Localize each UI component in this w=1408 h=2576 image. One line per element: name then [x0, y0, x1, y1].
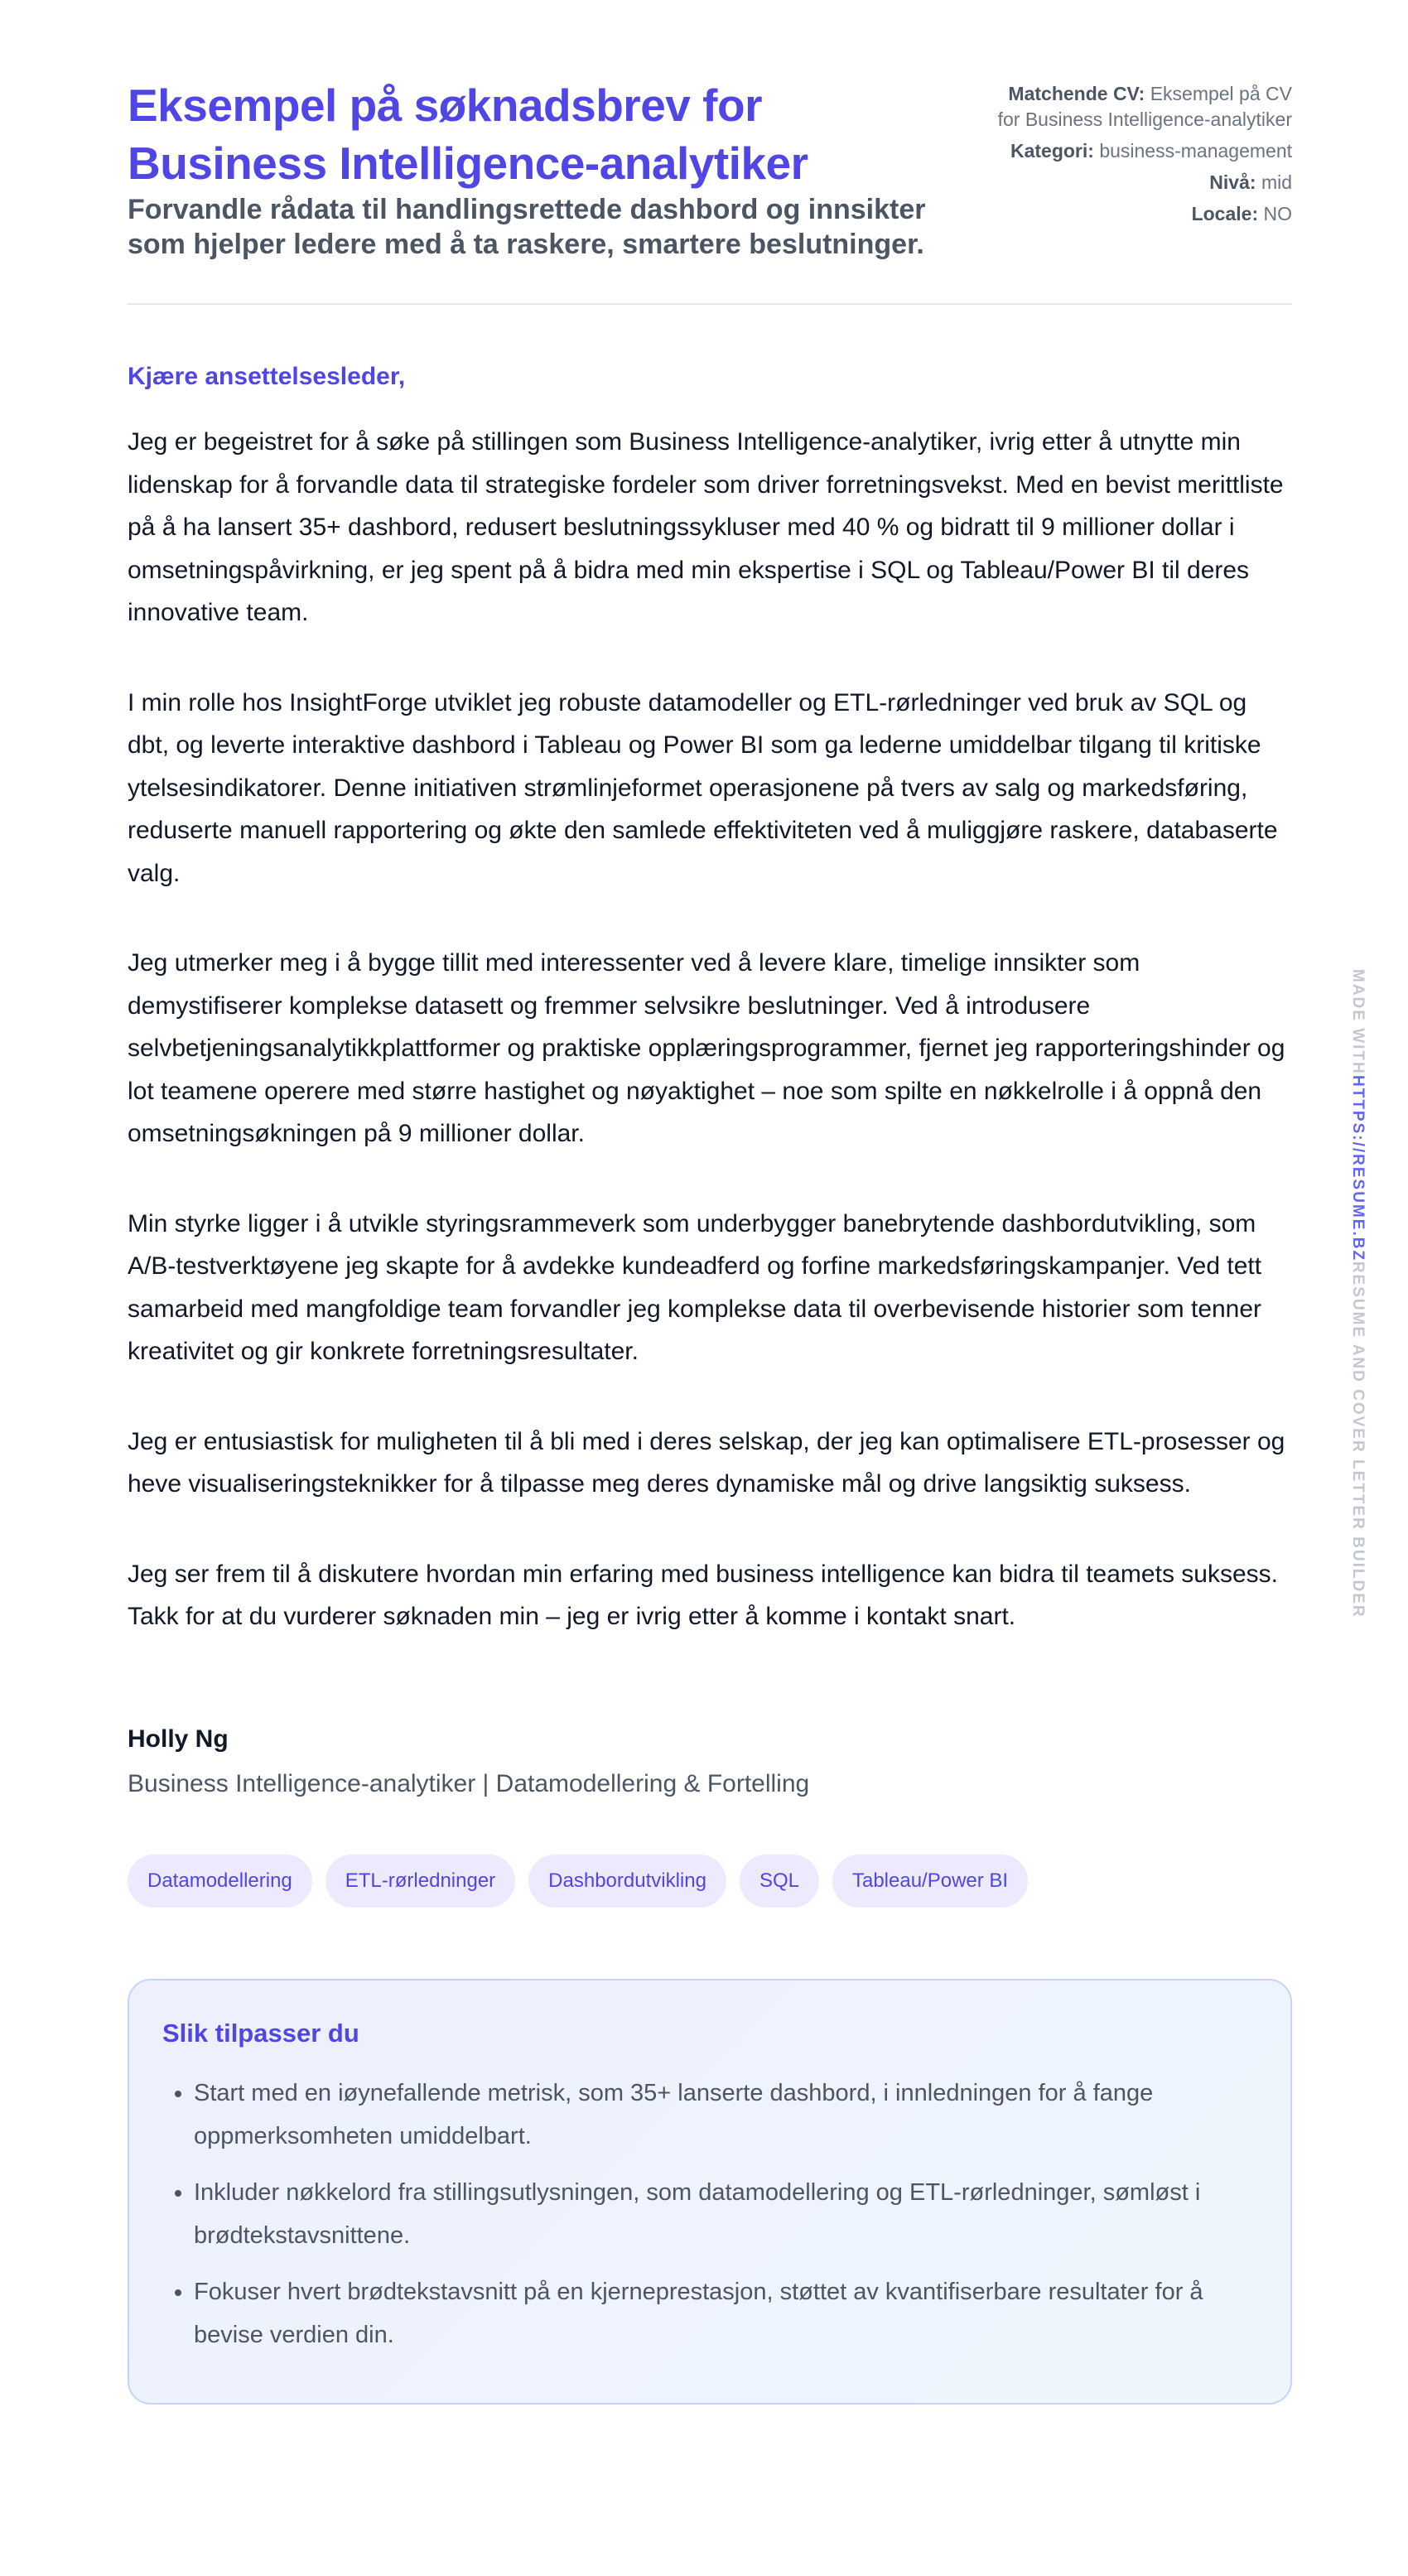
meta-info [994, 81, 1292, 233]
header [128, 76, 1292, 262]
skill-tag: Tableau/Power BI [832, 1855, 1028, 1908]
tip-item: • Start med en iøynefallende metrisk, som 35+ lanserte dashbord, i innledningen for å fange oppmerksomheten umiddelbart. [194, 2072, 1257, 2158]
meta-locale: Locale: NO [1191, 203, 1292, 224]
skill-tag: Dashbordutvikling [528, 1855, 726, 1908]
signer-role: Business Intelligence-analytiker | Datamodellering & Fortelling [128, 1769, 810, 1797]
skill-tag: SQL [740, 1855, 819, 1908]
tips-box [128, 1979, 1292, 2405]
meta-matching-cv: Matchende CV: Eksempel på CV for Business Intelligence-analytiker [997, 83, 1292, 130]
signature [128, 1725, 1292, 1798]
page-subtitle: Forvandle rådata til handlingsrettede dashbord og innsikter som hjelper ledere med å ta raskere, smartere beslutninger. [128, 194, 926, 260]
signer-name: Holly Ng [128, 1725, 229, 1753]
paragraph: Min styrke ligger i å utvikle styringsrammeverk som underbygger banebrytende dashbordutvikling, som A/B-testverktøyene jeg skapte for å avdekke kundeadferd og forfine markedsføringskampanjer. Ved tett samarbeid med mangfoldige team forvandler jeg komplekse data til overbevisende historier som tenner kreativitet og gir konkrete forretningsresultater. [128, 1209, 1262, 1365]
divider [128, 303, 1292, 305]
made-with-banner: MADE WITHHTTPS://RESUME.BZRESUME AND COVER LETTER BUILDER [1349, 969, 1367, 1618]
meta-category: Kategori: business-management [1010, 140, 1292, 162]
page-title: Eksempel på søknadsbrev for Business Intelligence-analytiker [128, 80, 808, 189]
skill-tag: Datamodellering [128, 1855, 312, 1908]
paragraph: Jeg ser frem til å diskutere hvordan min erfaring med business intelligence kan bidra til teamets suksess. Takk for at du vurderer søknaden min – jeg er ivrig etter å komme i kontakt snart. [128, 1560, 1278, 1630]
tips-title: Slik tilpasser du [162, 2018, 359, 2048]
paragraph: Jeg er entusiastisk for muligheten til å bli med i deres selskap, der jeg kan optimalisere ETL-prosesser og heve visualiseringsteknikker for å tilpasse meg deres dynamiske mål og drive langsiktig suksess. [128, 1427, 1285, 1498]
paragraph: Jeg utmerker meg i å bygge tillit med interessenter ved å levere klare, timelige innsikter som demystifiserer komplekse datasett og fremmer selvsikre beslutninger. Ved å introdusere selvbetjeningsanalytikkplattformer og praktiske opplæringsprogrammer, fjernet jeg rapporteringshinder og lot teamene operere med større hastighet og nøyaktighet – noe som spilte en nøkkelrolle i å oppnå den omsetningsøkningen på 9 millioner dollar. [128, 949, 1285, 1147]
tip-item: • Fokuser hvert brødtekstavsnitt på en kjerneprestasjon, støttet av kvantifiserbare resultater for å bevise verdien din. [194, 2270, 1257, 2357]
paragraph: I min rolle hos InsightForge utviklet jeg robuste datamodeller og ETL-rørledninger ved bruk av SQL og dbt, og leverte interaktive dashbord i Tableau og Power BI som ga lederne umiddelbar tilgang til kritiske ytelsesindikatorer. Denne initiativen strømlinjeformet operasjonene på tvers av salg og markedsføring, reduserte manuell rapportering og økte den samlede effektiviteten ved å muliggjøre raskere, databaserte valg. [128, 688, 1278, 887]
tips-list [162, 2072, 1257, 2357]
cover-letter-page [128, 76, 1292, 2405]
paragraph: Jeg er begeistret for å søke på stillingen som Business Intelligence-analytiker, ivrig etter å utnytte min lidenskap for å forvandle data til strategiske fordeler som driver forretningsvekst. Med en bevist merittliste på å ha lansert 35+ dashbord, redusert beslutningssykluser med 40 % og bidratt til 9 millioner dollar i omsetningspåvirkning, er jeg spent på å bidra med min ekspertise i SQL og Tableau/Power BI til deres innovative team. [128, 428, 1284, 626]
skill-tags [128, 1855, 1292, 1908]
greeting: Kjære ansettelsesleder, [128, 363, 406, 390]
letter-body [128, 421, 1292, 1638]
meta-level: Nivå: mid [1209, 171, 1292, 193]
tip-item: • Inkluder nøkkelord fra stillingsutlysningen, som datamodellering og ETL-rørledninger, sømløst i brødtekstavsnittene. [194, 2171, 1257, 2257]
skill-tag: ETL-rørledninger [325, 1855, 515, 1908]
resume-bz-link[interactable]: HTTPS://RESUME.BZ [1349, 1074, 1367, 1261]
